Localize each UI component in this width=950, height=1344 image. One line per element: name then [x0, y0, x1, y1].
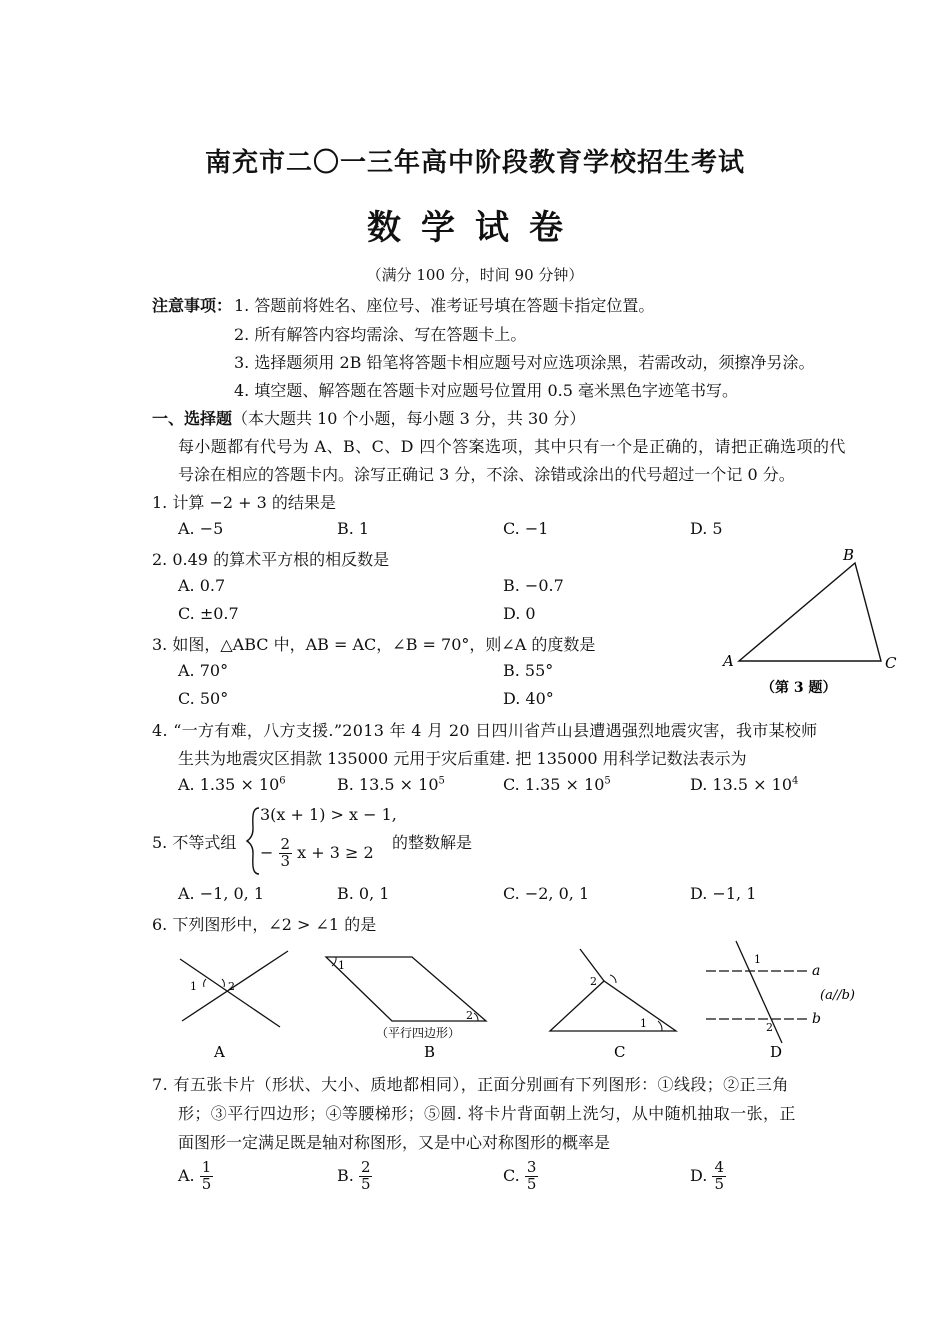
triangle-abc	[739, 563, 881, 661]
exam-title: 南充市二〇一三年高中阶段教育学校招生考试	[204, 148, 745, 178]
q7-stem-line-1: 7. 有五张卡片（形状、大小、质地都相同），正面分别画有下列图形：①线段；②正三角	[152, 1075, 789, 1094]
score-note: （满分 100 分，时间 90 分钟）	[366, 266, 584, 284]
figure-d	[706, 941, 855, 1061]
q7-c-den: 5	[526, 1174, 537, 1193]
q4-stem-line-2: 生共为地震灾区捐款 135000 元用于灾后重建. 把 135000 用科学记数法表示为	[178, 749, 747, 768]
figure-d-angle-2: 2	[766, 1021, 773, 1034]
notice-item-3: 3. 选择题须用 2B 铅笔将答题卡相应题号对应选项涂黑，若需改动，须擦净另涂。	[234, 353, 815, 372]
q4-option-b-exp: 5	[438, 775, 445, 787]
figure-d-angle-1: 1	[754, 953, 761, 966]
figure-c-label: C	[614, 1043, 626, 1061]
q4-option-d-exp: 4	[792, 775, 799, 787]
figure-a	[180, 951, 288, 1061]
q1-stem: 1. 计算 −2 + 3 的结果是	[152, 493, 336, 512]
q4-option-a-exp: 6	[279, 775, 286, 787]
q7-option-b	[337, 1160, 372, 1193]
q5-stem: 5. 不等式组	[152, 833, 237, 852]
q5-inequality-1: 3(x + 1) > x − 1,	[260, 805, 397, 824]
q2-option-d: D. 0	[503, 604, 536, 623]
q7-option-c-label: C.	[503, 1165, 520, 1185]
q5-option-d: D. −1, 1	[690, 884, 757, 903]
q7-b-num: 2	[360, 1158, 371, 1176]
q5-ineq2-sign: −	[260, 842, 274, 862]
q2-stem: 2. 0.49 的算术平方根的相反数是	[152, 550, 390, 569]
q7-option-c-fraction	[525, 1160, 539, 1193]
q7-option-d-label: D.	[690, 1165, 708, 1185]
figure-b-caption: （平行四边形）	[376, 1026, 461, 1040]
q3-option-a: A. 70°	[178, 661, 229, 680]
notice-item-4: 4. 填空题、解答题在答题卡对应题号位置用 0.5 毫米黑色字迹笔书写。	[234, 381, 738, 400]
figure-c-angle-1: 1	[640, 1017, 647, 1030]
q4-option-b-base: B. 13.5 × 10	[337, 775, 439, 794]
q4-option-a	[178, 775, 286, 794]
q1-option-d: D. 5	[690, 519, 723, 538]
q2-option-a: A. 0.7	[178, 576, 226, 595]
q1-option-b: B. 1	[337, 519, 370, 538]
q3-option-b: B. 55°	[503, 661, 554, 680]
q7-a-den: 5	[201, 1174, 212, 1193]
section-heading-detail: （本大题共 10 个小题，每小题 3 分，共 30 分）	[232, 409, 586, 428]
q7-option-a-label: A.	[178, 1165, 195, 1185]
vertex-b-label: B	[843, 546, 855, 564]
q5-option-a: A. −1, 0, 1	[178, 884, 265, 903]
figure-b-label: B	[424, 1043, 436, 1061]
q2-option-b: B. −0.7	[503, 576, 564, 595]
section-instruction-1: 每小题都有代号为 A、B、C、D 四个答案选项，其中只有一个是正确的，请把正确选项的代	[178, 437, 846, 456]
q7-option-b-fraction	[359, 1160, 373, 1193]
q1-option-c: C. −1	[503, 519, 549, 538]
figure-c	[550, 949, 676, 1061]
q6-figures	[170, 935, 880, 1065]
q1-option-a: A. −5	[178, 519, 224, 538]
q3-figure-caption: （第 3 题）	[761, 680, 837, 696]
line-a-label: a	[812, 963, 821, 979]
notice-item-1: 1. 答题前将姓名、座位号、准考证号填在答题卡指定位置。	[234, 296, 655, 315]
line-b-label: b	[812, 1011, 821, 1027]
q5-option-c: C. −2, 0, 1	[503, 884, 590, 903]
q7-option-d	[690, 1160, 726, 1193]
notice-label: 注意事项：	[152, 296, 233, 315]
q3-option-c: C. 50°	[178, 689, 229, 708]
figure-b-angle-2: 2	[466, 1009, 473, 1022]
figure-d-label: D	[770, 1043, 783, 1061]
q5-ineq2-rest: x + 3 ≥ 2	[297, 842, 374, 862]
q6-stem: 6. 下列图形中，∠2 > ∠1 的是	[152, 915, 377, 934]
q7-option-d-fraction	[712, 1160, 726, 1193]
q5-option-b: B. 0, 1	[337, 884, 390, 903]
q2-option-c: C. ±0.7	[178, 604, 239, 623]
notice-item-2: 2. 所有解答内容均需涂、写在答题卡上。	[234, 325, 527, 344]
q7-b-den: 5	[360, 1174, 371, 1193]
q7-option-a-fraction	[200, 1160, 214, 1193]
exam-subtitle: 数学试卷	[367, 208, 583, 248]
q7-d-den: 5	[714, 1174, 724, 1193]
section-heading-label: 一、选择题	[152, 409, 233, 428]
q3-triangle-figure	[715, 544, 915, 704]
q7-option-c	[503, 1160, 538, 1193]
q7-option-a	[178, 1160, 213, 1193]
q7-c-num: 3	[526, 1158, 537, 1176]
figure-a-angle-2: 2	[228, 980, 235, 993]
q4-option-d-base: D. 13.5 × 10	[690, 775, 792, 794]
q4-option-c-exp: 5	[604, 775, 611, 787]
q5-fraction	[279, 837, 293, 870]
q7-stem-line-2: 形；③平行四边形；④等腰梯形；⑤圆. 将卡片背面朝上洗匀，从中随机抽取一张，正	[178, 1104, 796, 1123]
q5-frac-den: 3	[280, 851, 291, 870]
vertex-c-label: C	[885, 654, 897, 672]
figure-a-label: A	[214, 1043, 225, 1061]
vertex-a-label: A	[723, 652, 734, 670]
q7-a-num: 1	[201, 1158, 212, 1176]
q7-stem-line-3: 面图形一定满足既是轴对称图形，又是中心对称图形的概率是	[178, 1133, 611, 1152]
figure-c-angle-2: 2	[590, 975, 597, 988]
figure-a-angle-1: 1	[190, 980, 197, 993]
q3-option-d: D. 40°	[503, 689, 554, 708]
q4-option-b	[337, 775, 445, 794]
q7-option-b-label: B.	[337, 1165, 354, 1185]
q5-stem-tail: 的整数解是	[392, 833, 473, 852]
q4-option-c-base: C. 1.35 × 10	[503, 775, 605, 794]
section-heading	[152, 406, 585, 429]
section-instruction-2: 号涂在相应的答题卡内。涂写正确记 3 分，不涂、涂错或涂出的代号超过一个记 0 分。	[178, 465, 795, 484]
q3-stem: 3. 如图，△ABC 中，AB = AC，∠B = 70°，则∠A 的度数是	[152, 635, 596, 654]
q4-option-d	[690, 775, 798, 794]
q7-d-num: 4	[714, 1158, 724, 1176]
q4-option-c	[503, 775, 611, 794]
q4-option-a-base: A. 1.35 × 10	[178, 775, 280, 794]
q5-inequality-2	[260, 837, 374, 870]
q5-frac-num: 2	[280, 835, 291, 853]
figure-b	[326, 957, 486, 1061]
parallel-note: (a//b)	[820, 988, 855, 1003]
figure-b-angle-1: 1	[338, 959, 345, 972]
q4-stem-line-1: 4. “一方有难，八方支援.”2013 年 4 月 20 日四川省芦山县遭遇强烈地震灾害，我市某校师	[152, 721, 818, 740]
